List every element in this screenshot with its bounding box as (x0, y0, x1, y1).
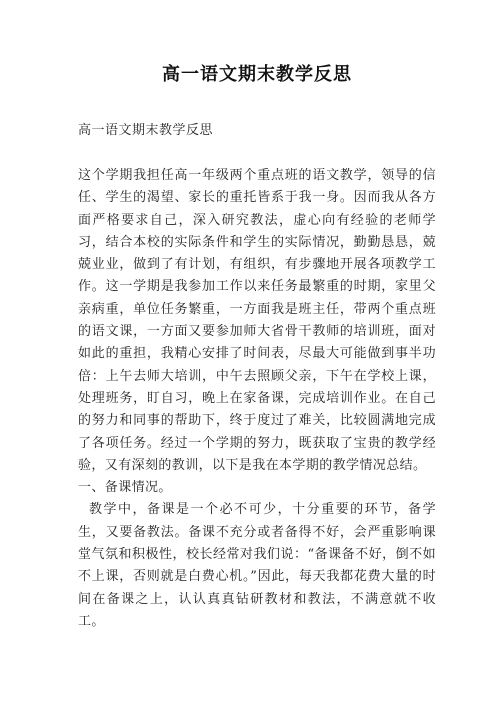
lesson-prep-paragraph: 教学中，备课是一个必不可少，十分重要的环节，备学生，又要备教法。备课不充分或者备得不好，会严重影响课堂气氛和积极性，校长经常对我们说：“备课备不好，倒不如不上课，否则就是白费心机。”因此，每天我都花费大量的时间在备课之上，认认真真钻研教材和教法，不满意就不收工。 (78, 502, 436, 629)
section-heading: 一、备课情况。 (78, 480, 172, 496)
document-body (78, 165, 436, 633)
intro-paragraph: 这个学期我担任高一年级两个重点班的语文教学，领导的信任、学生的渴望、家长的重托皆系于我一身。因而我从各方面严格要求自己，深入研究教法，虚心向有经验的老师学习，结合本校的实际条件和学生的实际情况，勤勤恳恳，兢兢业业，做到了有计划，有组织，有步骤地开展各项教学工作。这一学期是我参加工作以来任务最繁重的时期，家里父亲病重，单位任务繁重，一方面我是班主任，带两个重点班的语文课，一方面又要参加师大省骨干教师的培训班，面对如此的重担，我精心安排了时间表，尽最大可能做到事半功倍：上午去师大培训，中午去照顾父亲，下午在学校上课，处理班务，盯自习，晚上在家备课，完成培训作业。在自己的努力和同事的帮助下，终于度过了难关，比较圆满地完成了各项任务。经过一个学期的努力，既获取了宝贵的教学经验，又有深刻的教训，以下是我在本学期的教学情况总结。 (78, 168, 436, 473)
document-title: 高一语文期末教学反思 (162, 64, 352, 85)
document-subtitle: 高一语文期末教学反思 (78, 123, 214, 138)
